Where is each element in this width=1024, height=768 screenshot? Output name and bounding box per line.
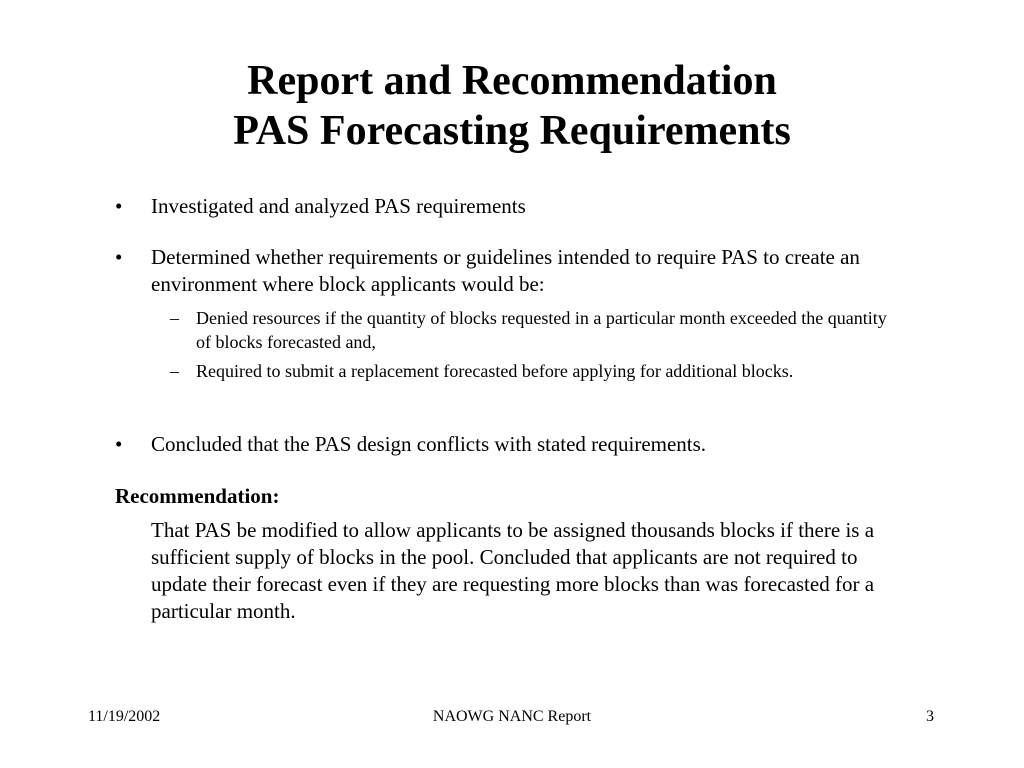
footer-date: 11/19/2002 <box>88 708 161 725</box>
sub-bullet-marker: – <box>170 308 179 328</box>
recommendation-heading: Recommendation: <box>115 484 280 508</box>
sub-bullet-text: Denied resources if the quantity of blocks requested in a particular month exceeded the quantity of blocks forecasted and, <box>196 308 887 352</box>
bullet-text: Determined whether requirements or guidelines intended to require PAS to create an environment where block applicants would be: <box>151 245 860 296</box>
title-line-1: Report and Recommendation <box>247 58 777 104</box>
page-number: 3 <box>926 708 934 725</box>
footer-title: NAOWG NANC Report <box>432 708 592 725</box>
bullet-text: Concluded that the PAS design conflicts with stated requirements. <box>151 432 707 456</box>
bullet-marker: • <box>115 432 123 456</box>
bullet-text: Investigated and analyzed PAS requirements <box>151 194 526 218</box>
bullet-marker: • <box>115 194 123 218</box>
bullet-marker: • <box>115 245 123 269</box>
recommendation-body: That PAS be modified to allow applicants to be assigned thousands blocks if there is a sufficient supply of blocks in the pool. Concluded that applicants are not required to update their forecast even if they are requesting more blocks than was forecasted for a particular month. <box>151 518 875 623</box>
sub-bullet-marker: – <box>170 361 179 381</box>
title-line-2: PAS Forecasting Requirements <box>233 108 791 154</box>
sub-bullet-text: Required to submit a replacement forecasted before applying for additional blocks. <box>196 361 794 381</box>
slide-title <box>0 56 1024 156</box>
